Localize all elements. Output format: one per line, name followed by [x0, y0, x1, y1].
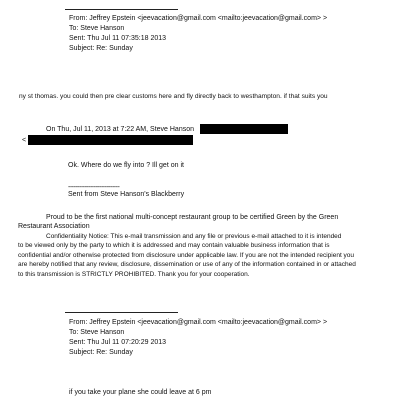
email1-subject: Subject: Re: Sunday: [69, 45, 133, 52]
email2-to: To: Steve Hanson: [69, 329, 125, 336]
email1-body: ny st thomas. you could then pre clear customs here and fly directly back to westhampton. if that suits you: [19, 93, 328, 100]
notice-line-2: to be viewed only by the party to which it is addressed and may contain valuable business information that is: [18, 242, 330, 249]
notice-line-3: confidential and/or otherwise protected from disclosure under applicable law. If you are not the intended recipient you: [18, 252, 355, 259]
email1-from: From: Jeffrey Epstein <jeevacation@gmail.com <mailto:jeevacation@gmail.com> >: [69, 15, 328, 22]
quoted-open-bracket: <: [22, 137, 27, 144]
signature: Sent from Steve Hanson's Blackberry: [68, 191, 185, 198]
notice-line-5: to this transmission is STRICTLY PROHIBITED. Thank you for your cooperation.: [18, 271, 250, 278]
quoted-message: Ok. Where do we fly into ? Ill get on it: [68, 162, 184, 169]
signature-separator: ----------------------------: [68, 184, 120, 191]
redaction-bar-2: [28, 135, 193, 145]
email1-sent: Sent: Thu Jul 11 07:35:18 2013: [69, 35, 167, 42]
header-divider-1: [65, 9, 178, 10]
email2-from: From: Jeffrey Epstein <jeevacation@gmail.com <mailto:jeevacation@gmail.com> >: [69, 319, 328, 326]
notice-line-4: are hereby notified that any review, disclosure, dissemination or use of any of the information contained in or attached: [18, 261, 356, 268]
proud-line-1: Proud to be the first national multi-concept restaurant group to be certified Green by the Green: [46, 214, 339, 221]
redaction-bar-1: [200, 124, 288, 134]
email1-to: To: Steve Hanson: [69, 25, 125, 32]
notice-line-1: Confidentiality Notice: This e-mail transmission and any file or previous e-mail attached to it is intended: [46, 233, 342, 240]
proud-line-2: Restaurant Association: [18, 223, 90, 230]
email2-body: if you take your plane she could leave at 6 pm: [69, 389, 212, 396]
email2-subject: Subject: Re: Sunday: [69, 349, 133, 356]
header-divider-2: [65, 312, 178, 313]
quoted-header: On Thu, Jul 11, 2013 at 7:22 AM, Steve Hanson: [46, 126, 195, 133]
email2-sent: Sent: Thu Jul 11 07:20:29 2013: [69, 339, 167, 346]
